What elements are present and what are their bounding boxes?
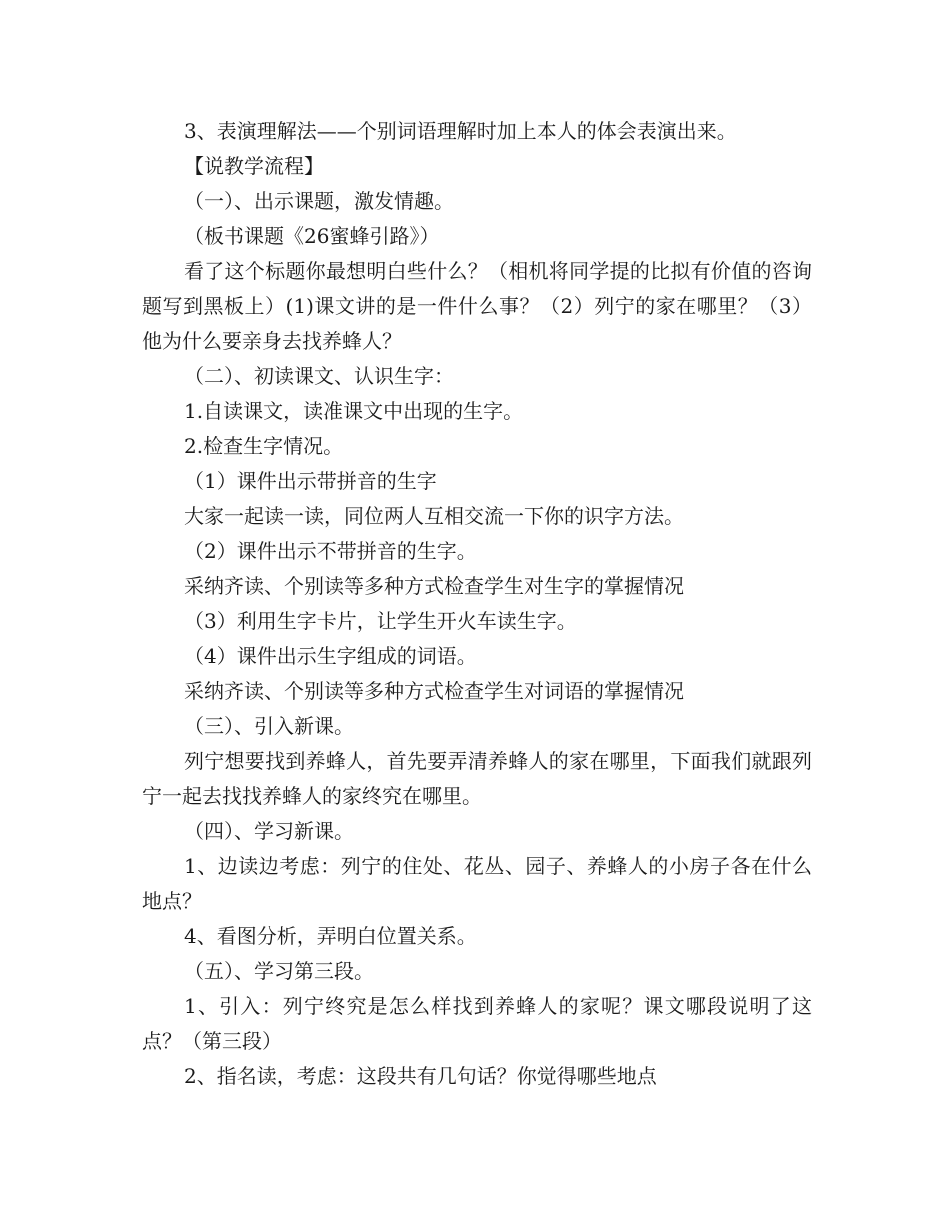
- paragraph-13: （3）利用生字卡片，让学生开火车读生字。: [184, 609, 577, 633]
- paragraph-16: （三）、引入新课。: [184, 714, 354, 738]
- paragraph-22: 1、引入：列宁终究是怎么样找到养蜂人的家呢？课文哪段说明了这点？（第三段）: [142, 994, 812, 1053]
- paragraph-23: 2、指名读，考虑：这段共有几句话？你觉得哪些地点: [184, 1064, 657, 1088]
- paragraph-18: （四）、学习新课。: [184, 819, 354, 843]
- document-body: [142, 114, 812, 1094]
- paragraph-3: （一）、出示课题，激发情趣。: [184, 189, 454, 213]
- paragraph-7: 1.自读课文，读准课文中出现的生字。: [184, 399, 524, 423]
- paragraph-14: （4）课件出示生字组成的词语。: [184, 644, 477, 668]
- paragraph-12: 采纳齐读、个别读等多种方式检查学生对生字的掌握情况: [184, 574, 684, 598]
- paragraph-10: 大家一起读一读，同位两人互相交流一下你的识字方法。: [184, 504, 684, 528]
- paragraph-5: 看了这个标题你最想明白些什么？（相机将同学提的比拟有价值的咨询题写到黑板上）(1)课文讲的是一件什么事？（2）列宁的家在哪里？（3）他为什么要亲身去找养蜂人？: [142, 259, 812, 353]
- paragraph-15: 采纳齐读、个别读等多种方式检查学生对词语的掌握情况: [184, 679, 684, 703]
- paragraph-4: （板书课题《26蜜蜂引路》）: [184, 224, 440, 248]
- paragraph-17: 列宁想要找到养蜂人，首先要弄清养蜂人的家在哪里，下面我们就跟列宁一起去找找养蜂人的家终究在哪里。: [142, 749, 812, 808]
- paragraph-21: （五）、学习第三段。: [184, 959, 374, 983]
- paragraph-9: （1）课件出示带拼音的生字: [184, 469, 437, 493]
- paragraph-1: 3、表演理解法——个别词语理解时加上本人的体会表演出来。: [184, 119, 737, 143]
- paragraph-19: 1、边读边考虑：列宁的住处、花丛、园子、养蜂人的小房子各在什么地点？: [142, 854, 812, 913]
- paragraph-11: （2）课件出示不带拼音的生字。: [184, 539, 477, 563]
- paragraph-20: 4、看图分析，弄明白位置关系。: [184, 924, 477, 948]
- paragraph-2: 【说教学流程】: [184, 154, 324, 178]
- paragraph-6: （二）、初读课文、认识生字：: [184, 364, 454, 388]
- paragraph-8: 2.检查生字情况。: [184, 434, 344, 458]
